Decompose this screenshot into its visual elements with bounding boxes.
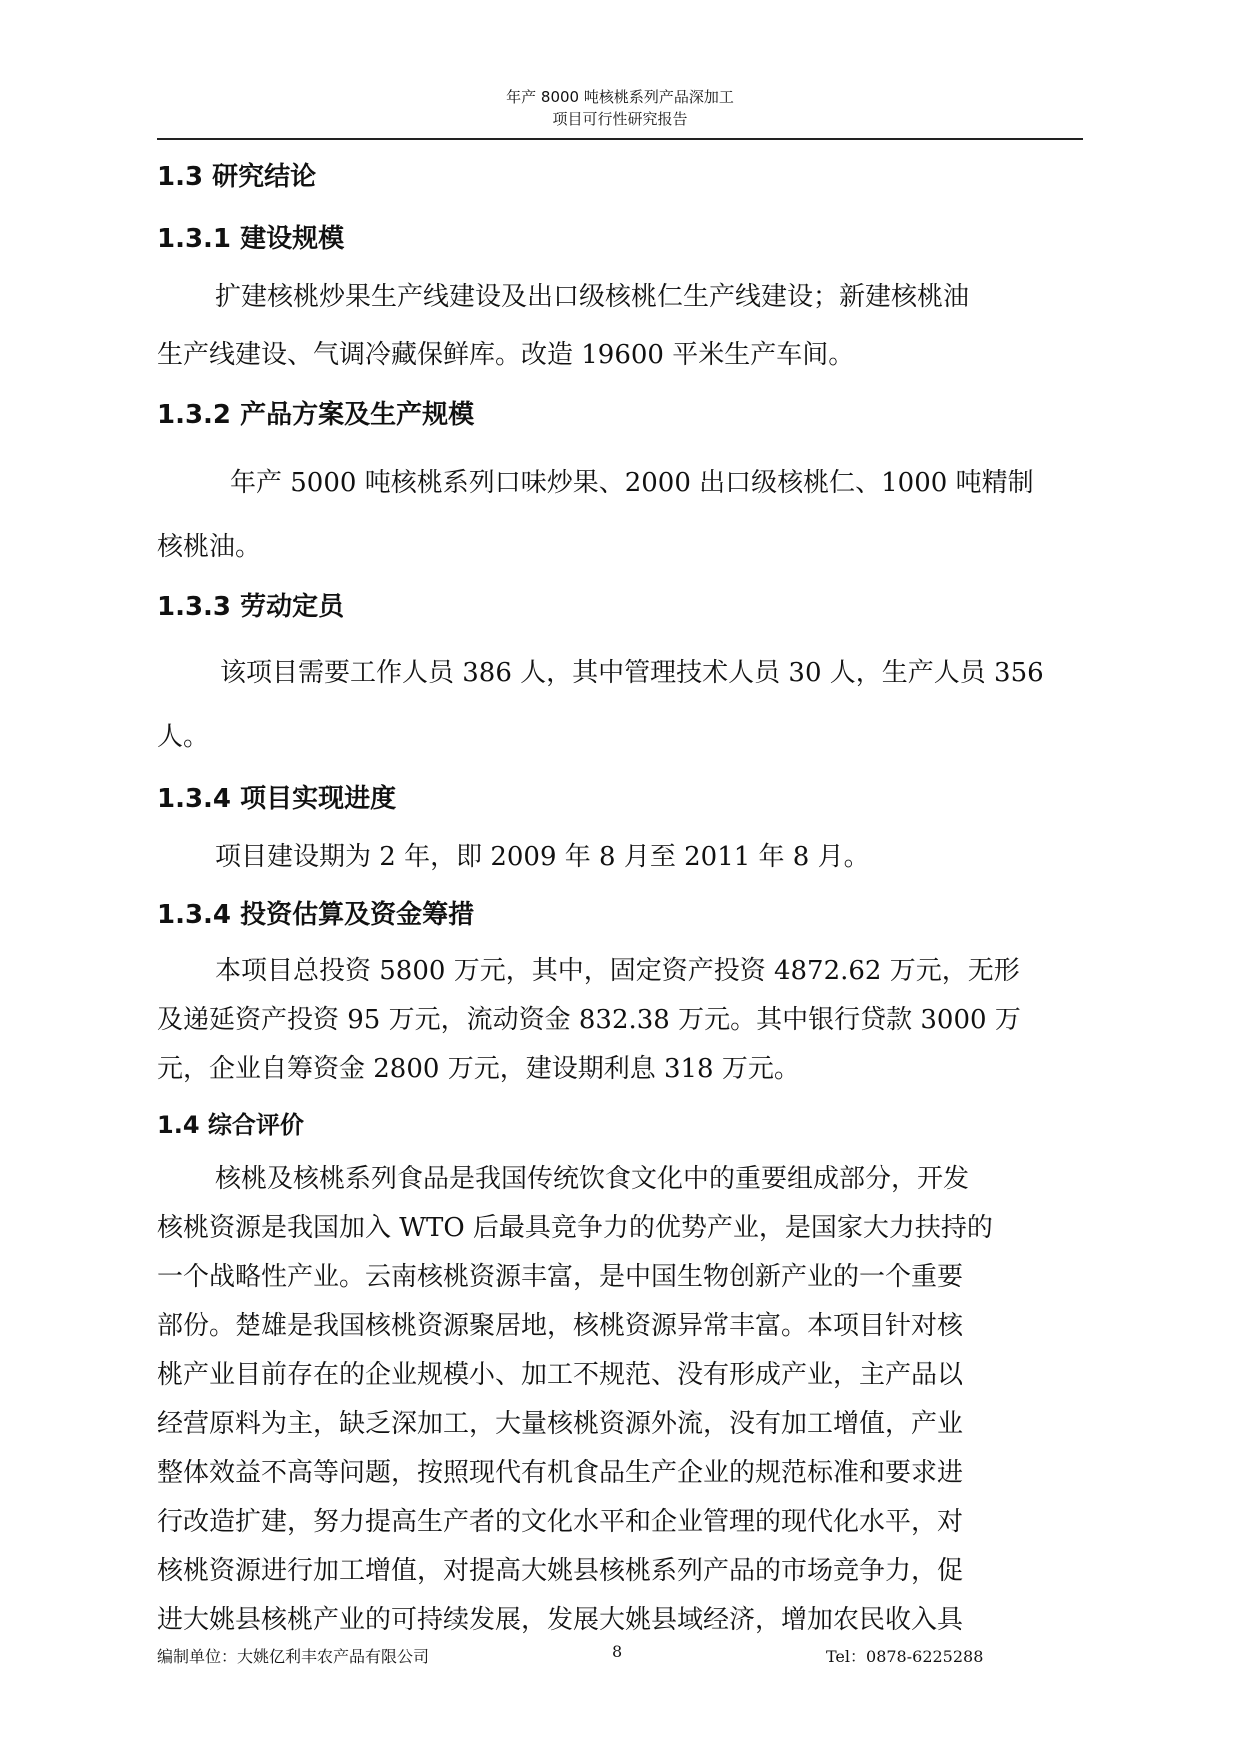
paragraph-line: 经营原料为主，缺乏深加工，大量核桃资源外流，没有加工增值，产业 [157,1409,964,1439]
paragraph-line: 行改造扩建，努力提高生产者的文化水平和企业管理的现代化水平，对 [157,1507,964,1537]
section-heading-1-3-2: 1.3.2 产品方案及生产规模 [157,400,475,430]
section-heading-1-3-3: 1.3.3 劳动定员 [157,592,345,622]
paragraph-line: 该项目需要工作人员 386 人，其中管理技术人员 30 人，生产人员 356 [220,658,1044,688]
paragraph-line: 桃产业目前存在的企业规模小、加工不规范、没有形成产业，主产品以 [157,1360,964,1390]
header-divider [157,138,1083,140]
section-heading-1-4: 1.4 综合评价 [157,1111,304,1139]
paragraph-line: 人。 [157,722,210,752]
paragraph-line: 整体效益不高等问题，按照现代有机食品生产企业的规范标准和要求进 [157,1458,964,1488]
header-title-line2: 项目可行性研究报告 [552,110,688,128]
paragraph-line: 本项目总投资 5800 万元，其中，固定资产投资 4872.62 万元，无形 [215,956,1020,986]
paragraph-line: 核桃资源是我国加入 WTO 后最具竞争力的优势产业，是国家大力扶持的 [157,1213,993,1243]
section-heading-1-3-4: 1.3.4 项目实现进度 [157,784,397,814]
footer-page-number: 8 [612,1642,623,1661]
paragraph-line: 进大姚县核桃产业的可持续发展，发展大姚县域经济，增加农民收入具 [157,1605,964,1635]
paragraph-line: 扩建核桃炒果生产线建设及出口级核桃仁生产线建设；新建核桃油 [215,282,970,312]
paragraph-line: 项目建设期为 2 年，即 2009 年 8 月至 2011 年 8 月。 [215,842,870,872]
paragraph-line: 核桃及核桃系列食品是我国传统饮食文化中的重要组成部分，开发 [215,1164,970,1194]
paragraph-line: 生产线建设、气调冷藏保鲜库。改造 19600 平米生产车间。 [157,340,855,370]
footer-unit: 编制单位：大姚亿利丰农产品有限公司 [157,1647,430,1666]
page-header [157,86,1083,130]
paragraph-line: 年产 5000 吨核桃系列口味炒果、2000 出口级核桃仁、1000 吨精制 [230,468,1034,498]
section-heading-1-3-1: 1.3.1 建设规模 [157,224,345,254]
paragraph-line: 部份。楚雄是我国核桃资源聚居地，核桃资源异常丰富。本项目针对核 [157,1311,964,1341]
paragraph-line: 一个战略性产业。云南核桃资源丰富，是中国生物创新产业的一个重要 [157,1262,964,1292]
paragraph-line: 核桃油。 [157,532,262,562]
header-title-line1: 年产 8000 吨核桃系列产品深加工 [506,88,734,106]
footer-tel: Tel：0878-6225288 [826,1647,984,1666]
paragraph-line: 元，企业自筹资金 2800 万元，建设期利息 318 万元。 [157,1054,800,1084]
section-heading-1-3-4-investment: 1.3.4 投资估算及资金筹措 [157,900,475,930]
section-heading-1-3: 1.3 研究结论 [157,162,317,192]
paragraph-line: 核桃资源进行加工增值，对提高大姚县核桃系列产品的市场竞争力，促 [157,1556,964,1586]
paragraph-line: 及递延资产投资 95 万元，流动资金 832.38 万元。其中银行贷款 3000 万 [157,1005,1021,1035]
